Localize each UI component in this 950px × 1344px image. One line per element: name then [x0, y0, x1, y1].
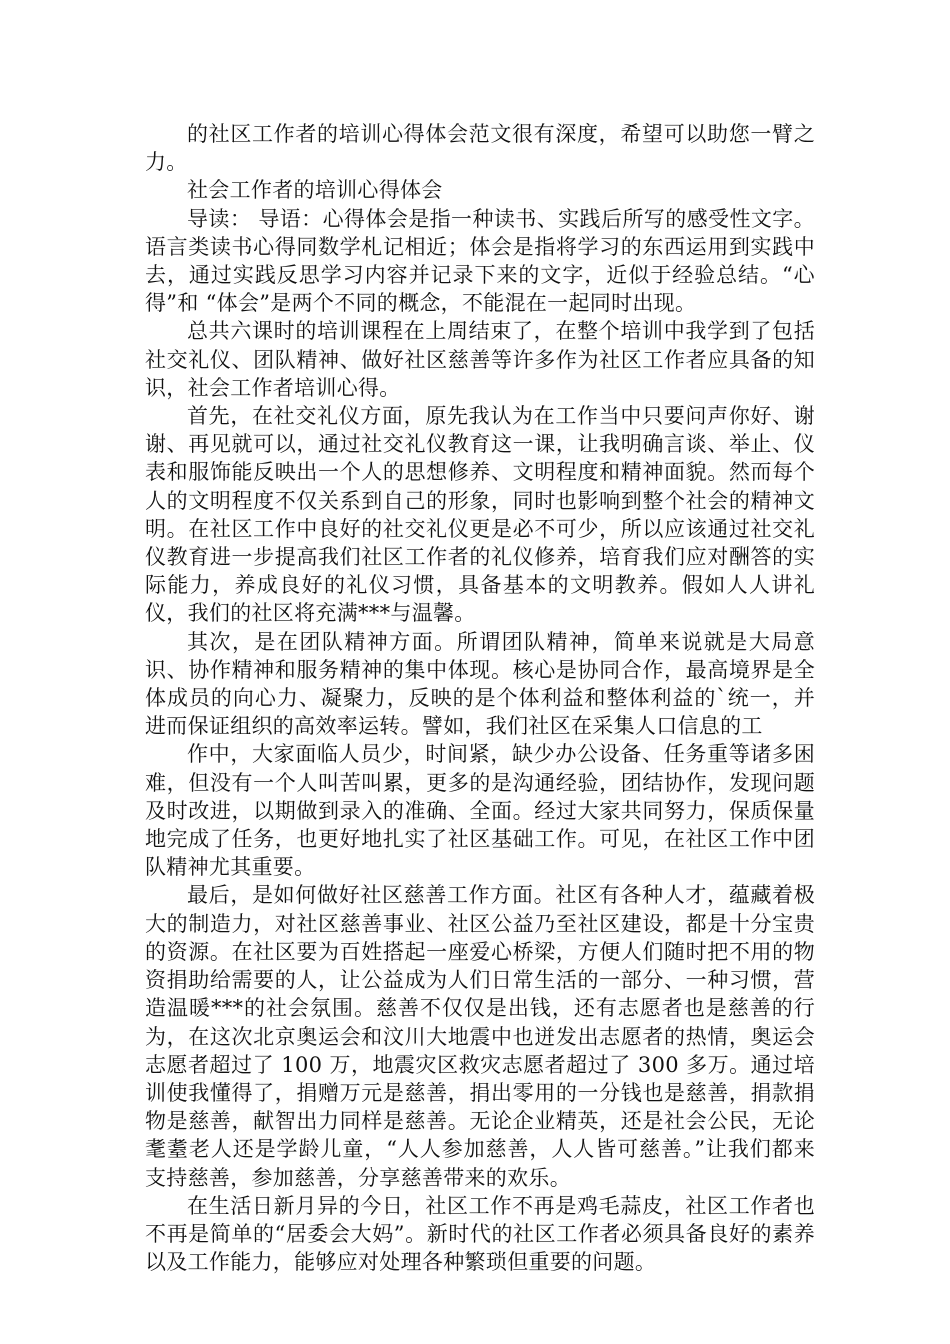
paragraph-charity: 最后，是如何做好社区慈善工作方面。社区有各种人才，蕴藏着极大的制造力，对社区慈善事业、社区公益乃至社区建设，都是十分宝贵的资源。在社区要为百姓搭起一座爱心桥梁，方便人们随时把不用的物资捐助给需要的人，让公益成为人们日常生活的一部分、一种习惯，营造温暖***的社会氛围。慈善不仅仅是出钱，还有志愿者也是慈善的行为，在这次北京奥运会和汶川大地震中也迸发出志愿者的热情，奥运会志愿者超过了 100 万，地震灾区救灾志愿者超过了 300 多万。通过培训使我懂得了，捐赠万元是慈善，捐出零用的一分钱也是慈善，捐款捐物是慈善，献智出力同样是慈善。无论企业精英，还是社会公民，无论耄耋老人还是学龄儿童，“人人参加慈善，人人皆可慈善。”让我们都来支持慈善，参加慈善，分享慈善带来的欢乐。	[145, 883, 815, 1190]
paragraph-teamwork: 其次，是在团队精神方面。所谓团队精神，简单来说就是大局意识、协作精神和服务精神的集中体现。核心是协同合作，最高境界是全体成员的向心力、凝聚力，反映的是个体利益和整体利益的`统一，并进而保证组织的高效率运转。譬如，我们社区在采集人口信息的工	[145, 629, 815, 739]
paragraph-overview: 总共六课时的培训课程在上周结束了，在整个培训中我学到了包括社交礼仪、团队精神、做好社区慈善等许多作为社区工作者应具备的知识，社会工作者培训心得。	[145, 319, 815, 400]
paragraph-guide: 导读： 导语：心得体会是指一种读书、实践后所写的感受性文字。语言类读书心得同数学札记相近；体会是指将学习的东西运用到实践中去，通过实践反思学习内容并记录下来的文字，近似于经验总结。“心得”和 “体会”是两个不同的概念，不能混在一起同时出现。	[145, 206, 815, 316]
paragraph-etiquette: 首先，在社交礼仪方面，原先我认为在工作当中只要问声你好、谢谢、再见就可以，通过社交礼仪教育这一课，让我明确言谈、举止、仪表和服饰能反映出一个人的思想修养、文明程度和精神面貌。然而每个人的文明程度不仅关系到自己的形象，同时也影响到整个社会的精神文明。在社区工作中良好的社交礼仪更是必不可少，所以应该通过社交礼仪教育进一步提高我们社区工作者的礼仪修养，培育我们应对酬答的实际能力，养成良好的礼仪习惯，具备基本的文明教养。假如人人讲礼仪，我们的社区将充满***与温馨。	[145, 404, 815, 626]
article-title: 社会工作者的培训心得体会	[187, 178, 443, 203]
paragraph-conclusion: 在生活日新月异的今日，社区工作不再是鸡毛蒜皮，社区工作者也不再是简单的“居委会大妈”。新时代的社区工作者必须具备良好的素养以及工作能力，能够应对处理各种繁琐但重要的问题。	[145, 1193, 815, 1275]
paragraph-intro-continuation: 的社区工作者的培训心得体会范文很有深度，希望可以助您一臂之力。	[145, 122, 815, 175]
paragraph-teamwork-continued: 作中，大家面临人员少，时间紧，缺少办公设备、任务重等诸多困难，但没有一个人叫苦叫累，更多的是沟通经验，团结协作，发现问题及时改进，以期做到录入的准确、全面。经过大家共同努力，保质保量地完成了任务，也更好地扎实了社区基础工作。可见，在社区工作中团队精神尤其重要。	[145, 742, 815, 880]
document-body	[145, 120, 815, 1276]
